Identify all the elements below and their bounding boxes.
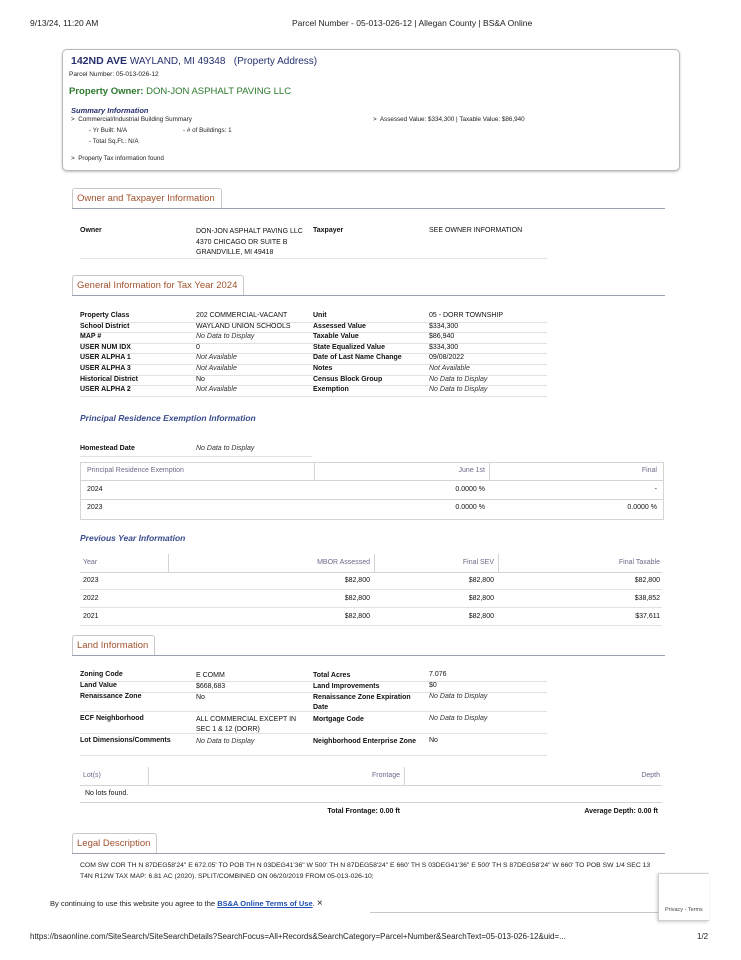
values-link[interactable] <box>373 116 525 123</box>
land-value: $0 <box>429 682 437 689</box>
pre-section-title: Principal Residence Exemption Information <box>80 413 256 423</box>
general-key: Historical District <box>80 375 138 383</box>
land-key: Total Acres <box>313 672 351 679</box>
general-key: MAP # <box>80 333 102 341</box>
average-depth: Average Depth: 0.00 ft <box>584 808 658 815</box>
prev-header-taxable: Final Taxable <box>618 559 660 566</box>
prev-row-sev: $82,800 <box>468 613 494 620</box>
general-value: 09/08/2022 <box>429 354 465 362</box>
general-key: Census Block Group <box>313 375 383 383</box>
land-key: Lot Dimensions/Comments <box>80 737 171 744</box>
land-section-divider <box>72 655 665 656</box>
owner-address <box>196 227 303 259</box>
address-city: WAYLAND, MI 49348 <box>129 56 226 67</box>
pre-row-final: 0.0000 % <box>627 504 657 511</box>
land-value: $668,683 <box>196 683 226 690</box>
general-value: Not Available <box>196 354 237 362</box>
values-label: Assessed Value: $334,300 | Taxable Value: $86,940 <box>379 116 525 123</box>
cookie-period: . <box>312 899 315 908</box>
taxpayer-label: Taxpayer <box>313 227 344 234</box>
general-key: Assessed Value <box>313 322 366 330</box>
general-value: $334,300 <box>429 343 459 351</box>
land-key: Renaissance Zone <box>80 693 142 700</box>
pre-row-year: 2024 <box>87 486 103 493</box>
owner-line-3: GRANDVILLE, MI 49418 <box>196 249 274 256</box>
building-summary-label: Commercial/Industrial Building Summary <box>78 116 192 123</box>
general-key: Notes <box>313 365 333 372</box>
print-datetime: 9/13/24, 11:20 AM <box>30 18 99 28</box>
land-value: No <box>429 737 438 744</box>
general-section-tab: General Information for Tax Year 2024 <box>72 275 244 296</box>
land-key: Land Value <box>80 682 117 689</box>
prev-row-mbor: $82,800 <box>344 613 370 620</box>
general-value: 05 - DORR TOWNSHIP <box>429 312 504 319</box>
owner-section-tab: Owner and Taxpayer Information <box>72 188 222 209</box>
prev-row-divider <box>80 625 662 626</box>
owner-line-2: 4370 CHICAGO DR SUITE B <box>196 238 288 246</box>
tax-info-link[interactable] <box>71 155 164 162</box>
chevron-right-icon: > <box>71 116 75 123</box>
prev-row-taxable: $82,800 <box>634 577 660 584</box>
general-row-divider <box>80 396 547 397</box>
address-label: (Property Address) <box>233 56 318 67</box>
pre-row-year: 2023 <box>87 504 103 511</box>
print-page-number: 1/2 <box>697 932 709 941</box>
chevron-right-icon: > <box>373 116 377 123</box>
land-value: No <box>196 694 205 701</box>
land-value: No Data to Display <box>196 738 255 745</box>
prev-row-divider <box>80 589 662 590</box>
general-key: Date of Last Name Change <box>313 354 402 362</box>
cookie-bar-divider <box>370 912 658 913</box>
general-value: $86,940 <box>429 333 455 341</box>
prev-row-taxable: $37,611 <box>635 613 660 620</box>
owner-label: Property Owner: <box>69 86 144 97</box>
general-key: School District <box>80 322 130 330</box>
land-row-divider <box>80 711 547 712</box>
owner-section-divider <box>72 208 665 209</box>
yr-built: - Yr Built: N/A <box>89 127 128 134</box>
no-lots-message: No lots found. <box>85 790 129 797</box>
pre-row-june: 0.0000 % <box>455 486 485 493</box>
prev-row-divider <box>80 607 662 608</box>
general-value: No Data to Display <box>196 333 255 341</box>
total-sqft: - Total Sq.Ft.: N/A <box>89 138 139 145</box>
owner-name: DON-JON ASPHALT PAVING LLC <box>146 86 292 97</box>
legal-section-divider <box>72 853 665 854</box>
legal-description-text: COM SW COR TH N 87DEG58'24" E 672.05' TO POB TH N 03DEG41'36" W 500' TH N 87DEG58'24" E 660' TH S 03DEG41'36" E 500' TH S 87DEG58'24" W 660' TO POB SW 1/4 SEC 13 T4N R12W TAX MAP: 6.81 AC (2020). SPLIT/COMBINED ON 06/20/2019 FROM 05-013-026-10; <box>80 862 651 880</box>
prev-year-table <box>80 554 662 626</box>
general-key: State Equalized Value <box>313 343 385 351</box>
legal-section-tab: Legal Description <box>72 833 157 854</box>
land-value: No Data to Display <box>429 693 488 700</box>
land-key: Mortgage Code <box>313 716 364 723</box>
general-key: USER NUM IDX <box>80 343 131 351</box>
general-section-divider <box>72 295 665 296</box>
recaptcha-links[interactable]: Privacy - Terms <box>665 907 703 913</box>
land-row-divider <box>80 755 547 756</box>
close-icon[interactable]: × <box>316 898 323 909</box>
prev-header-mbor: MBOR Assessed <box>317 559 370 566</box>
land-row-divider <box>80 681 547 682</box>
lots-header-lot: Lot(s) <box>83 772 101 779</box>
cookie-consent-text: By continuing to use this website you agree to the <box>50 899 216 908</box>
general-value: Not Available <box>196 365 237 372</box>
homestead-date-value: No Data to Display <box>196 445 255 452</box>
general-key: USER ALPHA 3 <box>80 365 131 372</box>
general-value: $334,300 <box>429 322 459 330</box>
general-value: 202 COMMERCIAL-VACANT <box>196 312 288 319</box>
owner-divider <box>80 258 547 259</box>
property-address <box>71 55 317 67</box>
land-key: Neighborhood Enterprise Zone <box>313 738 417 745</box>
homestead-divider <box>80 456 312 457</box>
taxpayer-value: SEE OWNER INFORMATION <box>429 227 523 234</box>
land-row-divider <box>80 733 547 734</box>
prev-row-year: 2023 <box>83 577 99 584</box>
num-buildings: - # of Buildings: 1 <box>183 127 232 134</box>
pre-row-final: - <box>654 486 657 493</box>
recaptcha-badge[interactable] <box>658 873 709 921</box>
general-key: Taxable Value <box>313 333 359 341</box>
prev-row-year: 2021 <box>83 613 99 620</box>
cookie-consent-bar <box>50 898 323 909</box>
land-value: 7.076 <box>429 671 447 678</box>
lots-header-depth: Depth <box>641 772 660 779</box>
prev-header-sev: Final SEV <box>462 559 494 566</box>
land-key: Land Improvements <box>313 683 380 690</box>
general-value: No Data to Display <box>429 375 488 383</box>
pre-header-exemption: Principal Residence Exemption <box>87 467 184 474</box>
land-value: No Data to Display <box>429 715 488 722</box>
general-value: Not Available <box>196 386 237 394</box>
land-key: ECF Neighborhood <box>80 715 144 722</box>
owner-label: Owner <box>80 227 102 234</box>
homestead-date-label: Homestead Date <box>80 445 135 452</box>
address-street: 142ND AVE <box>71 55 128 67</box>
lots-header-frontage: Frontage <box>371 772 400 779</box>
land-key: Zoning Code <box>80 671 123 678</box>
general-key: USER ALPHA 2 <box>80 386 131 394</box>
general-key: USER ALPHA 1 <box>80 354 131 362</box>
terms-of-use-link[interactable]: BS&A Online Terms of Use <box>217 899 313 908</box>
building-summary-link[interactable] <box>71 116 192 123</box>
general-value: 0 <box>196 343 200 351</box>
prev-row-taxable: $38,852 <box>634 595 660 602</box>
print-url: https://bsaonline.com/SiteSearch/SiteSearchDetails?SearchFocus=All+Records&SearchCategory=Parcel+Number&SearchText=05-013-026-12&uid=... <box>30 932 566 941</box>
chevron-right-icon: > <box>71 155 75 162</box>
summary-card <box>62 49 680 171</box>
pre-row-june: 0.0000 % <box>455 504 485 511</box>
summary-title: Summary Information <box>71 106 149 115</box>
prev-row-mbor: $82,800 <box>344 595 370 602</box>
pre-header-june: June 1st <box>458 467 485 474</box>
prev-section-title: Previous Year Information <box>80 533 186 543</box>
land-row-divider <box>80 692 547 693</box>
pre-table <box>80 462 664 520</box>
tax-info-label: Property Tax information found <box>78 155 164 162</box>
general-key: Property Class <box>80 312 130 319</box>
general-key: Exemption <box>313 386 349 394</box>
land-section-tab: Land Information <box>72 635 155 656</box>
land-value: E COMM <box>196 672 225 679</box>
owner-line-1: DON-JON ASPHALT PAVING LLC <box>196 228 303 235</box>
lots-table <box>80 767 662 823</box>
land-value: ALL COMMERCIAL EXCEPT IN SEC 1 & 12 (DORR) <box>196 716 297 733</box>
prev-row-year: 2022 <box>83 595 99 602</box>
general-value: No <box>196 375 205 383</box>
general-key: Unit <box>313 312 327 319</box>
pre-header-final: Final <box>641 467 657 474</box>
general-value: WAYLAND UNION SCHOOLS <box>196 322 291 330</box>
prev-header-year: Year <box>83 559 98 566</box>
general-value: No Data to Display <box>429 386 488 394</box>
parcel-number: Parcel Number: 05-013-026-12 <box>69 71 159 78</box>
prev-row-sev: $82,800 <box>468 577 494 584</box>
prev-row-mbor: $82,800 <box>344 577 370 584</box>
general-value: Not Available <box>429 365 470 372</box>
property-owner <box>69 86 291 97</box>
print-title: Parcel Number - 05-013-026-12 | Allegan County | BS&A Online <box>292 18 533 28</box>
total-frontage: Total Frontage: 0.00 ft <box>327 808 400 815</box>
prev-row-sev: $82,800 <box>468 595 494 602</box>
land-key: Renaissance Zone Expiration Date <box>313 694 411 711</box>
